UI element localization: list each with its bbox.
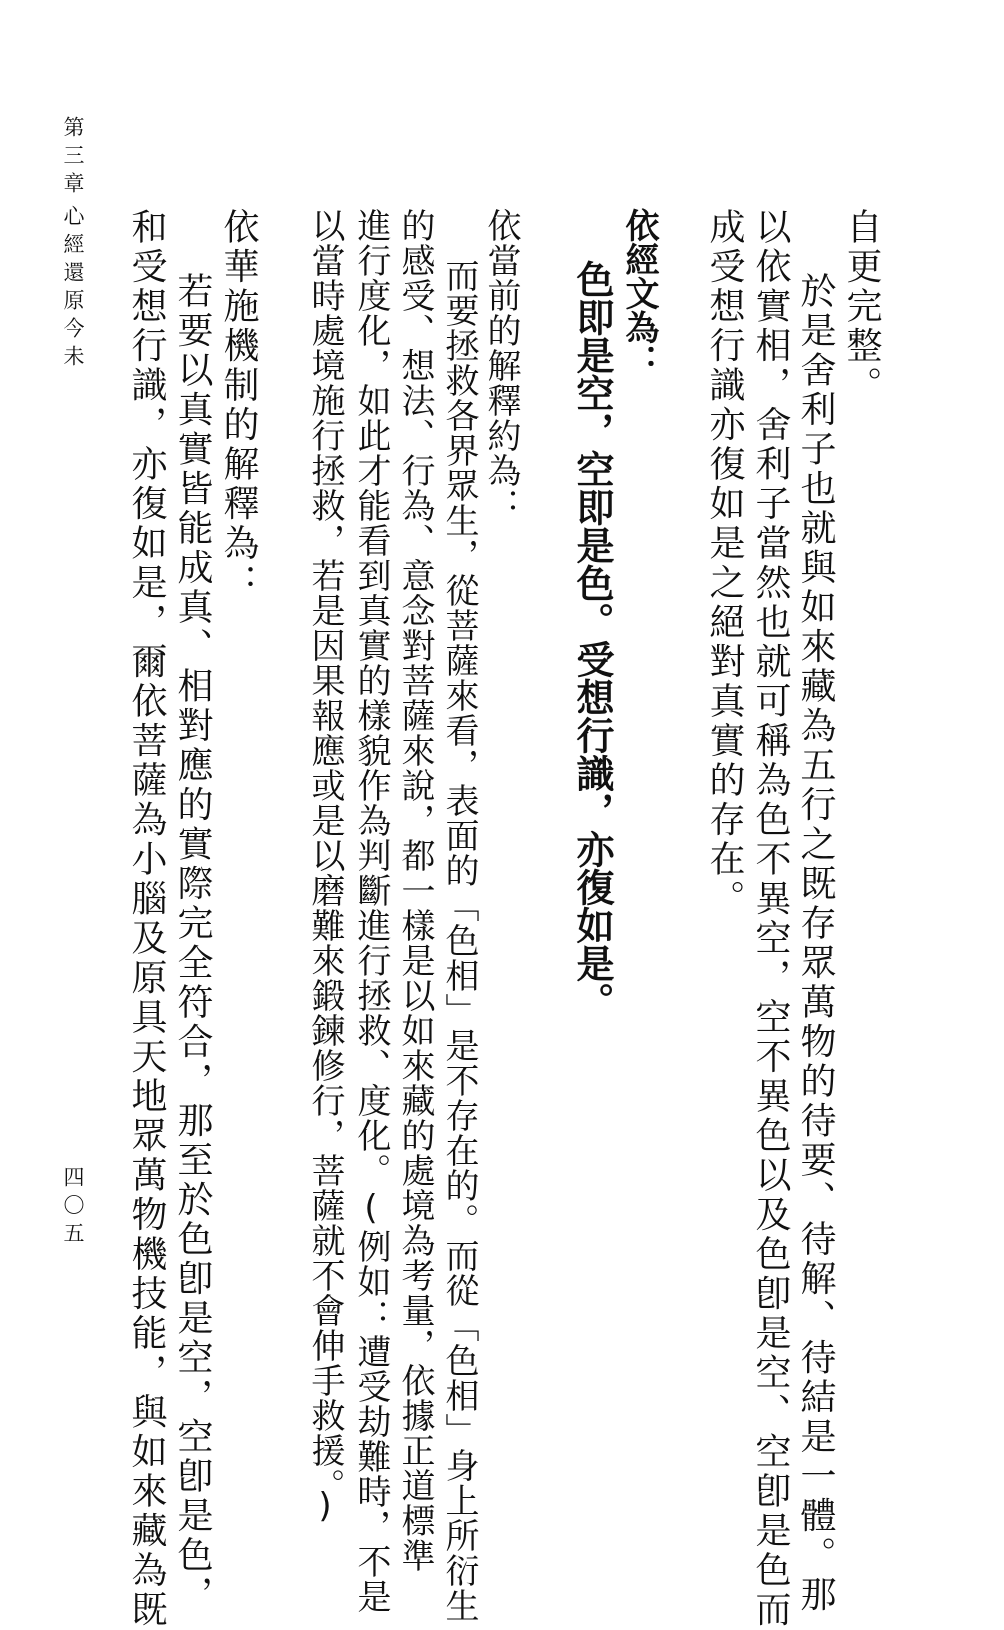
- running-header-title: 心經還原今未: [61, 205, 85, 373]
- text-column-4: 成受想行識亦復如是之絕對真實的存在。: [704, 208, 745, 919]
- text-column-11: 以當時處境施行拯救，若是因果報應或是以磨難來鍛鍊修行，菩薩就不會伸手救援。): [305, 208, 345, 1527]
- text-column-8: 而要拯救各界眾生，從菩薩來看，表面的「色相」是不存在的。而從「色相」身上所衍生: [439, 258, 479, 1623]
- section-heading-scripture: 依經文為：: [619, 208, 659, 378]
- section-heading-huashi: 依華施機制的解釋為：: [218, 208, 259, 603]
- section-heading-current: 依當前的解釋約為：: [481, 208, 521, 523]
- text-column-14: 和受想行識，亦復如是，爾依菩薩為小腦及原具天地眾萬物機技能，與如來藏為既: [126, 208, 167, 1630]
- text-column-3: 以依實相，舍利子當然也就可稱為色不異空，空不異色以及色卽是空、空卽是色而: [750, 208, 791, 1630]
- text-column-13: 若要以真實皆能成真、相對應的實際完全符合，那至於色卽是空，空卽是色，: [172, 272, 213, 1615]
- running-header-chapter: 第三章: [61, 116, 85, 200]
- scripture-quote: 色即是空，空即是色。受想行識，亦復如是。: [570, 260, 614, 1020]
- text-column-9: 的感受、想法、行為、意念對菩薩來說，都一樣是以如來藏的處境為考量，依據正道標準: [395, 208, 435, 1573]
- text-column-10: 進行度化，如此才能看到真實的樣貌作為判斷進行拯救、度化。(例如：遭受劫難時，不是: [351, 208, 391, 1614]
- page-number: 四〇五: [61, 1166, 85, 1250]
- text-column-2: 於是舍利子也就與如來藏為五行之既存眾萬物的待要、待解、待結是一體。那: [795, 272, 836, 1615]
- text-column-1: 自更完整。: [841, 208, 882, 406]
